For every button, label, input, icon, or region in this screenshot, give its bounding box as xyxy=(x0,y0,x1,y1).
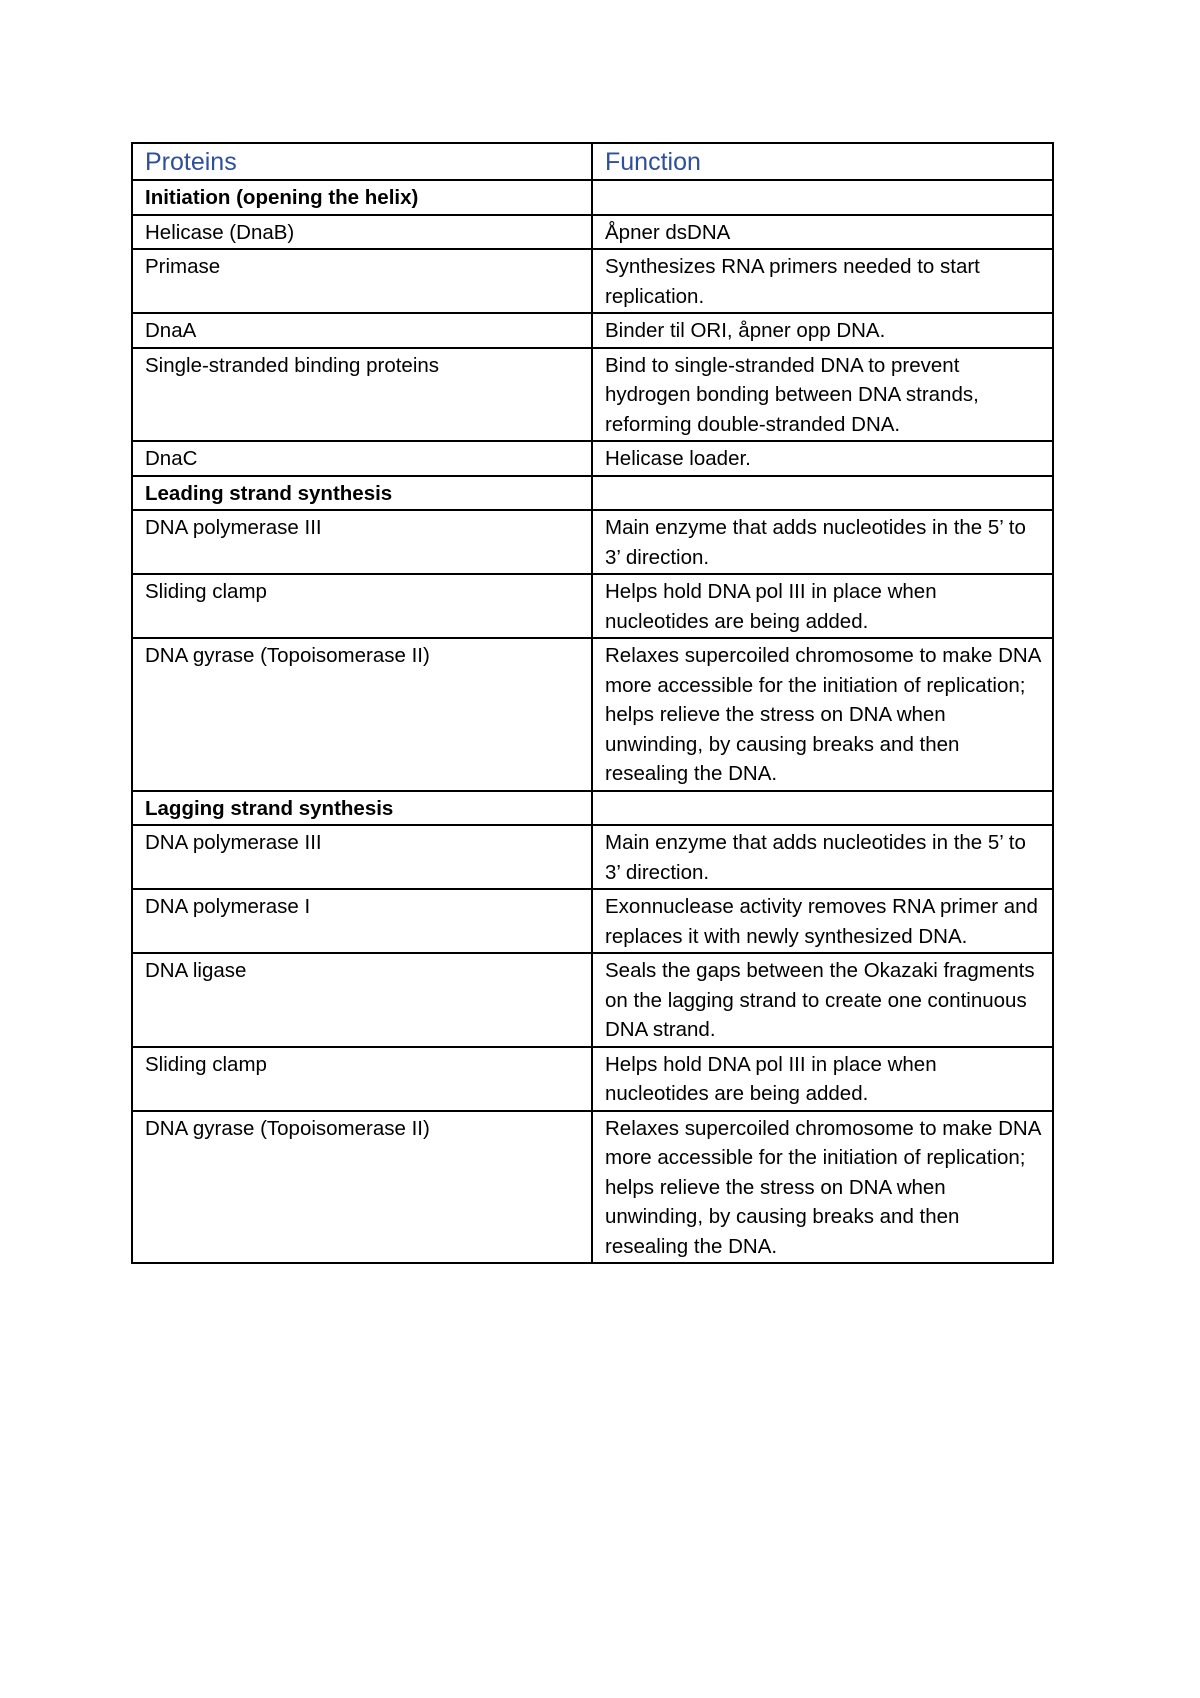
table-body xyxy=(132,180,1053,1263)
table-row xyxy=(132,574,1053,638)
function-cell: Relaxes supercoiled chromosome to make DNA more accessible for the initiation of replication; helps relieve the stress on DNA when unwinding, by causing breaks and then resealing the DNA. xyxy=(592,638,1053,791)
function-cell: Helps hold DNA pol III in place when nucleotides are being added. xyxy=(592,574,1053,638)
section-row xyxy=(132,791,1053,826)
function-cell: Bind to single-stranded DNA to prevent hydrogen bonding between DNA strands, reforming double-stranded DNA. xyxy=(592,348,1053,442)
function-cell: Main enzyme that adds nucleotides in the 5’ to 3’ direction. xyxy=(592,510,1053,574)
section-heading: Leading strand synthesis xyxy=(132,476,592,511)
protein-cell: Sliding clamp xyxy=(132,574,592,638)
table-row xyxy=(132,638,1053,791)
function-cell: Binder til ORI, åpner opp DNA. xyxy=(592,313,1053,348)
function-cell: Seals the gaps between the Okazaki fragments on the lagging strand to create one continuous DNA strand. xyxy=(592,953,1053,1047)
function-cell xyxy=(592,476,1053,511)
table-row xyxy=(132,889,1053,953)
protein-cell: Helicase (DnaB) xyxy=(132,215,592,250)
function-cell: Exonnuclease activity removes RNA primer and replaces it with newly synthesized DNA. xyxy=(592,889,1053,953)
section-row xyxy=(132,180,1053,215)
section-heading: Initiation (opening the helix) xyxy=(132,180,592,215)
protein-cell: DnaC xyxy=(132,441,592,476)
table-row xyxy=(132,510,1053,574)
protein-cell: Single-stranded binding proteins xyxy=(132,348,592,442)
function-cell: Synthesizes RNA primers needed to start replication. xyxy=(592,249,1053,313)
function-cell: Main enzyme that adds nucleotides in the 5’ to 3’ direction. xyxy=(592,825,1053,889)
protein-cell: DNA polymerase I xyxy=(132,889,592,953)
table-row xyxy=(132,953,1053,1047)
protein-cell: Primase xyxy=(132,249,592,313)
protein-cell: DNA polymerase III xyxy=(132,510,592,574)
proteins-table xyxy=(131,142,1054,1264)
table-row xyxy=(132,1047,1053,1111)
function-cell: Relaxes supercoiled chromosome to make DNA more accessible for the initiation of replication; helps relieve the stress on DNA when unwinding, by causing breaks and then resealing the DNA. xyxy=(592,1111,1053,1264)
table-header-row xyxy=(132,143,1053,180)
table-row xyxy=(132,825,1053,889)
header-proteins: Proteins xyxy=(132,143,592,180)
header-function: Function xyxy=(592,143,1053,180)
protein-cell: DNA gyrase (Topoisomerase II) xyxy=(132,1111,592,1264)
section-heading: Lagging strand synthesis xyxy=(132,791,592,826)
protein-cell: DNA polymerase III xyxy=(132,825,592,889)
function-cell: Helicase loader. xyxy=(592,441,1053,476)
table-row xyxy=(132,441,1053,476)
section-row xyxy=(132,476,1053,511)
table-row xyxy=(132,215,1053,250)
protein-cell: DNA gyrase (Topoisomerase II) xyxy=(132,638,592,791)
function-cell: Helps hold DNA pol III in place when nucleotides are being added. xyxy=(592,1047,1053,1111)
function-cell xyxy=(592,791,1053,826)
protein-cell: Sliding clamp xyxy=(132,1047,592,1111)
table-row xyxy=(132,1111,1053,1264)
table-row xyxy=(132,249,1053,313)
table-row xyxy=(132,313,1053,348)
protein-cell: DNA ligase xyxy=(132,953,592,1047)
table-row xyxy=(132,348,1053,442)
protein-cell: DnaA xyxy=(132,313,592,348)
function-cell: Åpner dsDNA xyxy=(592,215,1053,250)
function-cell xyxy=(592,180,1053,215)
